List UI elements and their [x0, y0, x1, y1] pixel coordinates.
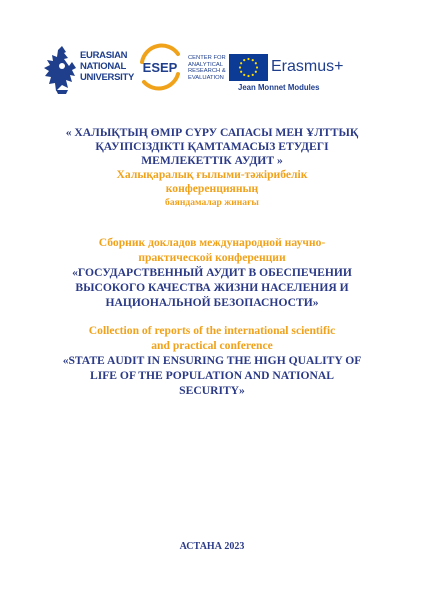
russian-title-block: [40, 235, 384, 310]
english-subtitle-line: and practical conference: [151, 339, 273, 352]
esep-caption-line: RESEARCH &: [188, 68, 226, 75]
esep-mark: ESEP: [142, 60, 178, 75]
english-title-line: «STATE AUDIT IN ENSURING THE HIGH QUALITY OF: [62, 354, 362, 367]
university-name-line: NATIONAL: [80, 61, 126, 72]
university-emblem-icon: [42, 44, 82, 96]
eu-star-icon: [252, 59, 254, 61]
eu-star-icon: [239, 66, 241, 68]
esep-logo: [136, 40, 184, 94]
city-year-footer: АСТАНА 2023: [179, 541, 245, 552]
kazakh-collection-label: баяндамалар жинағы: [165, 197, 259, 208]
russian-subtitle-line: практической конференции: [138, 251, 286, 264]
english-title-line: LIFE OF THE POPULATION AND NATIONAL: [89, 369, 335, 382]
eu-star-icon: [240, 62, 242, 64]
russian-title-line: НАЦИОНАЛЬНОЙ БЕЗОПАСНОСТИ»: [105, 296, 319, 309]
english-subtitle-line: Collection of reports of the international scientific: [88, 324, 336, 337]
russian-title-line: ВЫСОКОГО КАЧЕСТВА ЖИЗНИ НАСЕЛЕНИЯ И: [75, 281, 349, 294]
kazakh-subtitle-line: конференцияның: [165, 182, 259, 195]
eu-star-icon: [247, 58, 249, 60]
kazakh-title-line: МЕМЛЕКЕТТІК АУДИТ »: [141, 154, 283, 167]
eu-flag-icon: [229, 54, 268, 81]
university-name-line: EURASIAN: [80, 50, 128, 61]
esep-caption-line: CENTER FOR: [188, 55, 226, 61]
kazakh-title-line: ҚАУІПСІЗДІКТІ ҚАМТАМАСЫЗ ЕТУДЕГІ: [95, 140, 329, 153]
esep-caption: [188, 55, 226, 81]
eu-star-icon: [256, 66, 258, 68]
jean-monnet-label: Jean Monnet Modules: [238, 83, 320, 92]
english-title-line: SECURITY»: [179, 384, 245, 397]
eu-star-icon: [247, 75, 249, 77]
eu-star-icon: [255, 62, 257, 64]
russian-title-line: «ГОСУДАРСТВЕННЫЙ АУДИТ В ОБЕСПЕЧЕНИИ: [72, 266, 352, 279]
logo-bar: [0, 38, 424, 102]
university-name-line: UNIVERSITY: [80, 72, 135, 83]
erasmus-plus-label: Erasmus+: [271, 58, 344, 75]
eu-star-icon: [240, 71, 242, 73]
eu-star-icon: [255, 71, 257, 73]
eu-star-icon: [243, 74, 245, 76]
esep-caption-line: ANALYTICAL: [188, 61, 224, 68]
kazakh-subtitle-line: Халықаралық ғылыми-тәжірибелік: [116, 168, 308, 181]
english-title-block: [40, 323, 384, 398]
kazakh-title-block: [40, 126, 384, 209]
kazakh-title-line: « ХАЛЫҚТЫҢ ӨМІР СҮРУ САПАСЫ МЕН ҰЛТТЫҚ: [65, 126, 359, 139]
eu-star-icon: [243, 59, 245, 61]
eu-star-icon: [252, 74, 254, 76]
esep-caption-line: EVALUATION: [188, 74, 224, 81]
russian-subtitle-line: Сборник докладов международной научно-: [98, 236, 326, 249]
university-name: [80, 50, 134, 83]
